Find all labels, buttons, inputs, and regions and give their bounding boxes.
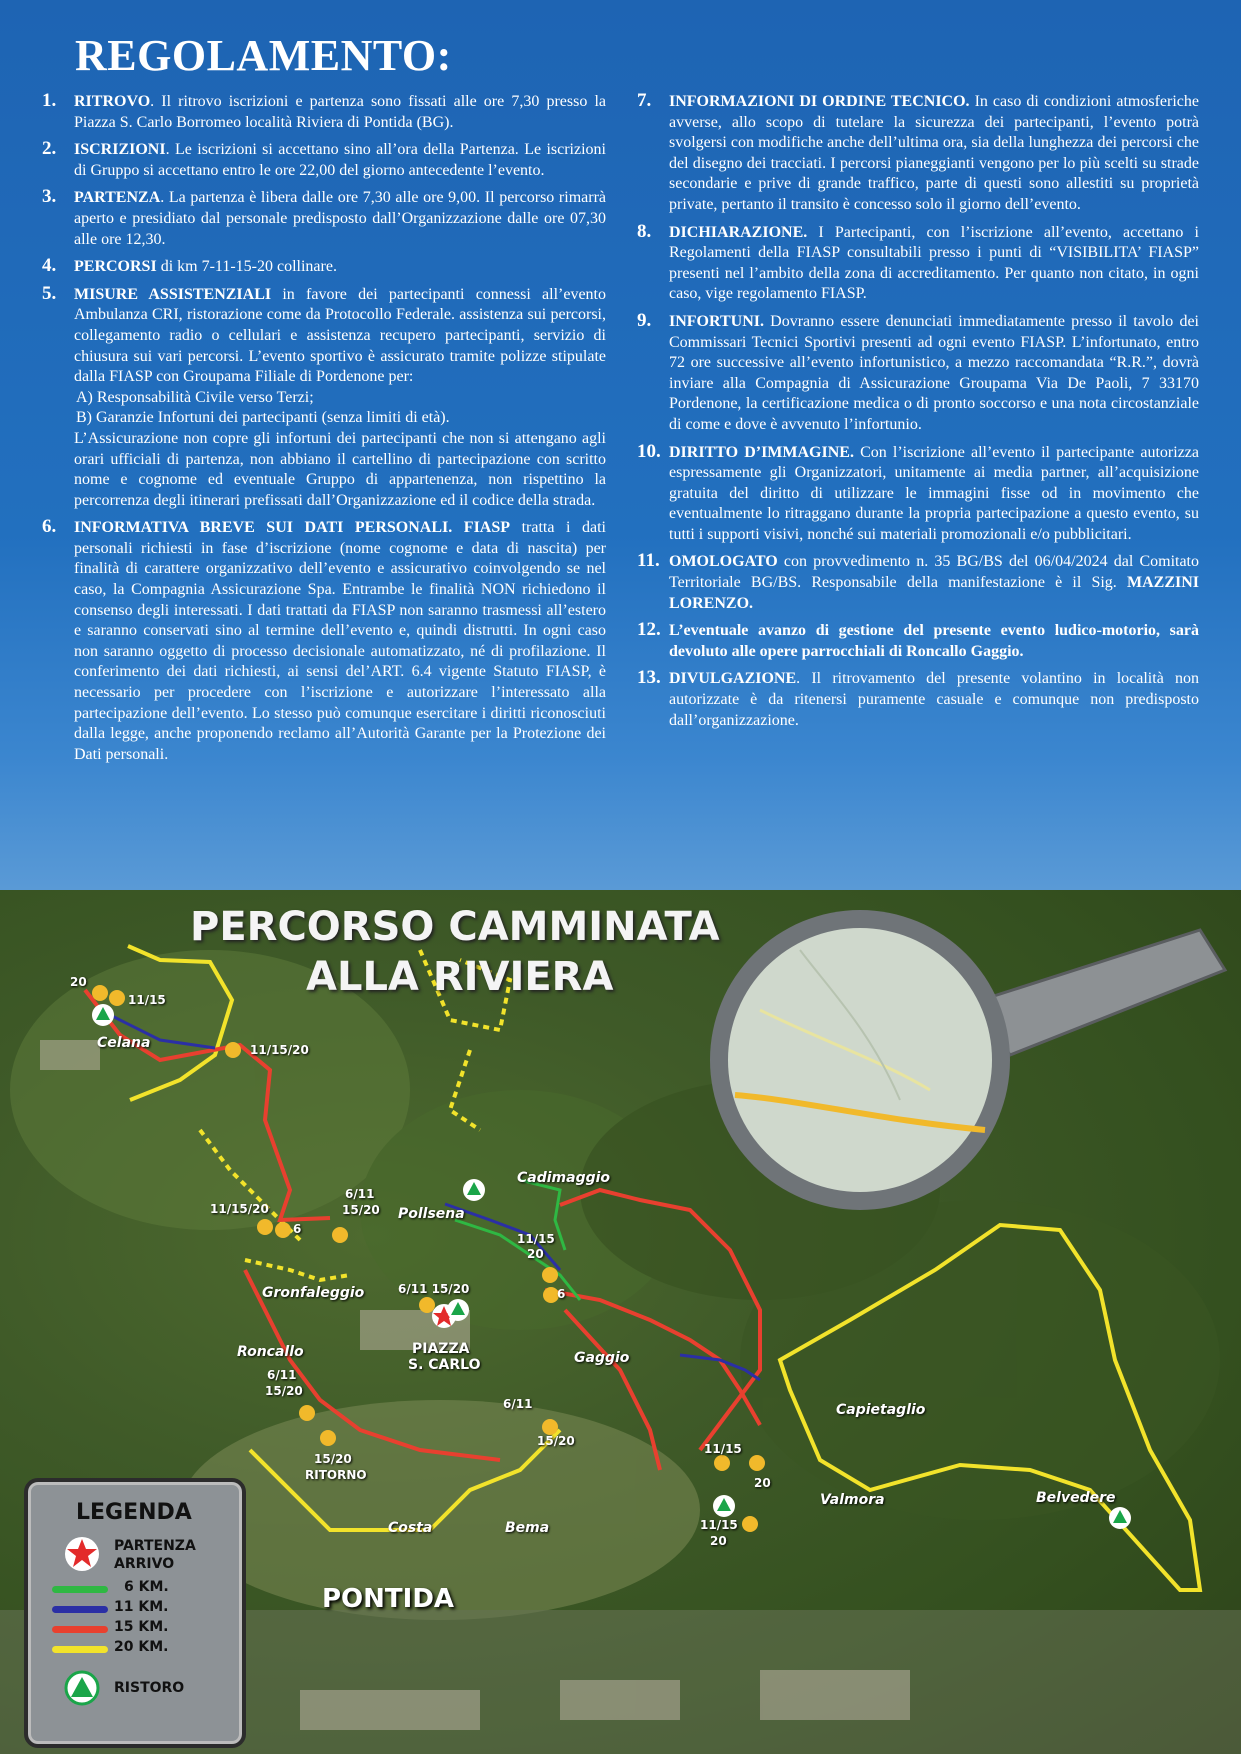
rule-number: 2.: [42, 138, 57, 160]
rule-heading: L’eventuale avanzo di gestione del presente evento ludico-motorio, sarà devoluto alle opere parrocchiali di Roncallo Gaggio.: [669, 622, 1199, 660]
rule-number: 11.: [637, 550, 660, 572]
place-label-capietaglio: Capietaglio: [836, 1402, 926, 1418]
legend-6km-label: 6 KM.: [124, 1579, 169, 1595]
map-title-line2: ALLA RIVIERA: [306, 954, 614, 1000]
legend-ristoro-icon: [64, 1670, 104, 1710]
rule-number: 1.: [42, 90, 57, 111]
legend-15km-swatch: [52, 1626, 108, 1633]
place-label-gaggio: Gaggio: [574, 1350, 630, 1366]
distance-label: 6/11: [267, 1368, 297, 1382]
legend-11km-label: 11 KM.: [114, 1599, 169, 1615]
rule-item: [637, 440, 1199, 546]
place-label-valmora: Valmora: [820, 1492, 885, 1508]
rule-heading: ISCRIZIONI: [74, 141, 166, 159]
place-label-costa: Costa: [388, 1520, 433, 1536]
place-label-san-carlo: S. CARLO: [408, 1357, 481, 1373]
rule-text: In caso di condizioni atmosferiche avverse, allo scopo di tutelare la sicurezza dei partecipanti, l’evento potrà svolgersi con modifiche anche dell’ultima ora, sia della lunghezza dei percorsi che del disegno dei tracciati. I percorsi pianeggianti vengono per lo più scelti su strade secondarie e prive di grande traffico, parte di questi sono allestiti su proprietà private, pertanto il transito è concesso solo il giorno dell’evento.: [669, 93, 1199, 213]
place-label-belvedere: Belvedere: [1036, 1490, 1116, 1506]
rule-item: [42, 140, 606, 181]
rule-heading: INFORMAZIONI DI ORDINE TECNICO.: [669, 93, 970, 110]
rule-heading: RITROVO: [74, 93, 151, 110]
rule-text: tratta i dati personali richiesti in fase d’iscrizione (nome cognome e data di nascita) per finalità di carattere organizzativo dell’evento e assicurativo coinvolgendo se nel caso, la Compagnia Assicurazione Spa. Entrambe le finalità NON richiedono il consenso degli interessati. I dati trattati da FIASP non saranno trasmessi all’estero e saranno conservati sino al termine dell’evento e, quindi distrutti. In ogni caso non saranno oggetto di processo decisionale automatizzato, né di profilazione. Il conferimento dei dati richiesti, ai sensi del’ART. 6.4 vigente Statuto FIASP, è necessario per procedere con l’iscrizione e autorizzare l’interessato alla partecipazione dell’evento. Lo stesso può comunque esercitare i diritti riconosciuti dalla legge, anche proponendo reclamo all’Autorità Garante per la Protezione dei Dati personali.: [74, 519, 606, 763]
distance-label: 11/15: [517, 1232, 555, 1246]
distance-label: 20: [754, 1476, 771, 1490]
legend-ristoro-label: RISTORO: [114, 1680, 185, 1696]
rule-item: [637, 552, 1199, 614]
rule-item: [637, 669, 1199, 731]
distance-label: 15/20: [265, 1384, 303, 1398]
rule-number: 3.: [42, 186, 57, 208]
rule-heading: PERCORSI: [74, 258, 157, 276]
rule-heading: MISURE ASSISTENZIALI: [74, 285, 272, 303]
rule-text-continued: L’Assicurazione non copre gli infortuni dei partecipanti che non si attengano agli orari ufficiali di partenza, non abbiano il cartellino di partecipazione con scritto nome e cognome ed eventuale Gruppo di appartenenza, non rispettino la percorrenza degli itinerari prefissati dall’Organizzazione ed il codice della strada.: [74, 429, 606, 509]
place-label-cadimaggio: Cadimaggio: [517, 1170, 611, 1186]
rule-item: [42, 92, 606, 133]
place-label-pontida: PONTIDA: [322, 1584, 455, 1614]
rules-column-left: [42, 92, 606, 772]
rules-column-right: [637, 92, 1199, 738]
rule-text: in favore dei partecipanti connessi all’evento Ambulanza CRI, ristorazione come da Protocollo Federale. assistenza sui percorsi, collegamento radio o cellulari e assistenza recupero partecipanti, servizio di chiusura sui vari percorsi. L’evento sportivo è assicurato tramite polizze stipulate dalla FIASP con Groupama Filiale di Pordenone per:: [74, 285, 607, 386]
rule-number: 6.: [42, 516, 57, 538]
rule-number: 8.: [637, 220, 652, 242]
rule-heading: PARTENZA: [74, 189, 161, 207]
rule-text: . Il ritrovamento del presente volantino in località non autorizzate è da ritenersi puramente casuale e comunque non predisposto dall’organizzazione.: [669, 670, 1199, 729]
legend-15km-label: 15 KM.: [114, 1619, 169, 1635]
rule-number: 5.: [42, 282, 57, 304]
rule-subitem: A) Responsabilità Civile verso Terzi;: [76, 388, 314, 406]
rule-item: [637, 220, 1199, 305]
place-label-gronfaleggio: Gronfaleggio: [262, 1285, 365, 1301]
distance-label: 15/20: [537, 1434, 575, 1448]
rule-number: 13.: [637, 667, 661, 689]
rule-heading: DIVULGAZIONE: [669, 670, 797, 688]
rule-subitem: B) Garanzie Infortuni dei partecipanti (senza limiti di età).: [76, 409, 450, 427]
rule-number: 10.: [637, 440, 661, 462]
rule-text: . Le iscrizioni si accettano sino all’ora della Partenza. Le iscrizioni di Gruppo si accettano entro le ore 22,00 del giorno antecedente l’evento.: [74, 141, 606, 179]
distance-label: 11/15: [128, 993, 166, 1007]
distance-label: RITORNO: [305, 1468, 367, 1482]
rule-item: [637, 621, 1199, 662]
distance-label: 6/11 15/20: [398, 1282, 470, 1296]
legend-start-label: PARTENZA: [114, 1538, 196, 1554]
rule-item: [637, 92, 1199, 216]
page-title: REGOLAMENTO:: [75, 31, 452, 80]
distance-label: 11/15/20: [250, 1043, 309, 1057]
rule-item: [42, 518, 606, 765]
place-label-roncallo: Roncallo: [237, 1344, 304, 1360]
rule-text: . La partenza è libera dalle ore 7,30 alle ore 9,00. Il percorso rimarrà aperto e presidiato dal personale predisposto dall’Organizzazione dalle ore 07,30 alle ore 12,30.: [74, 189, 606, 248]
legend-20km-swatch: [52, 1646, 108, 1653]
place-label-celana: Celana: [97, 1035, 151, 1051]
legend-6km-swatch: [52, 1586, 108, 1593]
distance-label: 15/20: [314, 1452, 352, 1466]
rule-text: Con l’iscrizione all’evento il partecipante autorizza espressamente gli Organizzatori, unitamente ai media partner, all’acquisizione gratuita del diritto di utilizzare le immagini fisse od in movimento che eventualmente lo ritraggano durante la propria partecipazione a questo evento, su tutti i supporti visivi, nonché sui materiali promozionali e/o pubblicitari.: [669, 443, 1199, 543]
distance-label: 20: [710, 1534, 727, 1548]
rule-number: 9.: [637, 309, 652, 331]
rule-heading: DICHIARAZIONE.: [669, 223, 808, 241]
distance-label: 20: [70, 975, 87, 989]
magnifier-icon: [710, 910, 1225, 1210]
rule-item: [42, 188, 606, 250]
legend-11km-swatch: [52, 1606, 108, 1613]
place-label-pollsena: Pollsena: [398, 1206, 465, 1222]
legend-title: LEGENDA: [76, 1500, 192, 1525]
distance-label: 20: [527, 1247, 544, 1261]
rule-heading: INFORTUNI.: [669, 312, 764, 330]
map-title-line1: PERCORSO CAMMINATA: [190, 904, 720, 950]
rule-heading: OMOLOGATO: [669, 553, 778, 571]
rule-item: [42, 257, 606, 278]
rule-item: [42, 282, 607, 512]
distance-label: 6/11: [503, 1397, 533, 1411]
rule-heading: INFORMATIVA BREVE SUI DATI PERSONALI. FIASP: [74, 519, 511, 537]
rule-heading: DIRITTO D’IMMAGINE.: [669, 443, 854, 461]
legend-start-icon: [62, 1536, 112, 1576]
rule-responsible-name: MAZZINI LORENZO.: [669, 574, 1199, 612]
distance-label: 6: [293, 1222, 302, 1236]
rule-text: con provvedimento n. 35 BG/BS del 06/04/2024 dal Comitato Territoriale BG/BS. Responsabile della manifestazione è il Sig.: [669, 553, 1199, 592]
place-label-piazza: PIAZZA: [412, 1341, 470, 1357]
place-label-bema: Bema: [505, 1520, 550, 1536]
rule-text: . Il ritrovo iscrizioni e partenza sono fissati alle ore 7,30 presso la Piazza S. Carlo Borromeo località Riviera di Pontida (BG).: [74, 93, 606, 131]
legend-20km-label: 20 KM.: [114, 1639, 169, 1655]
distance-label: 11/15: [704, 1442, 742, 1456]
rule-number: 4.: [42, 255, 57, 277]
rule-text: I Partecipanti, con l’iscrizione all’evento, accettano i Regolamenti della FIASP consultabili presso i punti di “VISIBILITA’ FIASP” presenti nel l’ambito della zona di accreditamento. Per quanto non citato, in ogni caso, vige regolamento FIASP.: [669, 223, 1199, 303]
map-legend: [24, 1478, 246, 1748]
distance-label: 15/20: [342, 1203, 380, 1217]
legend-arrival-label: ARRIVO: [114, 1556, 175, 1572]
distance-label: 6: [557, 1287, 566, 1301]
distance-label: 6/11: [345, 1187, 375, 1201]
distance-label: 11/15: [700, 1518, 738, 1532]
rule-number: 12.: [637, 619, 661, 641]
rule-text: di km 7-11-15-20 collinare.: [156, 258, 337, 276]
rule-number: 7.: [637, 90, 652, 111]
rule-text: Dovranno essere denunciati immediatamente presso il tavolo dei Commissari Tecnici Sportivi presenti ad ogni evento FIASP. L’infortunato, entro 72 ore successive all’evento infortunistico, a mezzo raccomandata “R.R.”, dovrà inviare alla Compagnia di Assicurazione Groupama Via De Paoli, 7 33170 Pordenone, la certificazione medica o di pronto soccorso e una nota circostanziale di come e dove è avvenuto l’infortunio.: [669, 312, 1199, 433]
distance-label: 11/15/20: [210, 1202, 269, 1216]
rule-item: [637, 309, 1199, 436]
